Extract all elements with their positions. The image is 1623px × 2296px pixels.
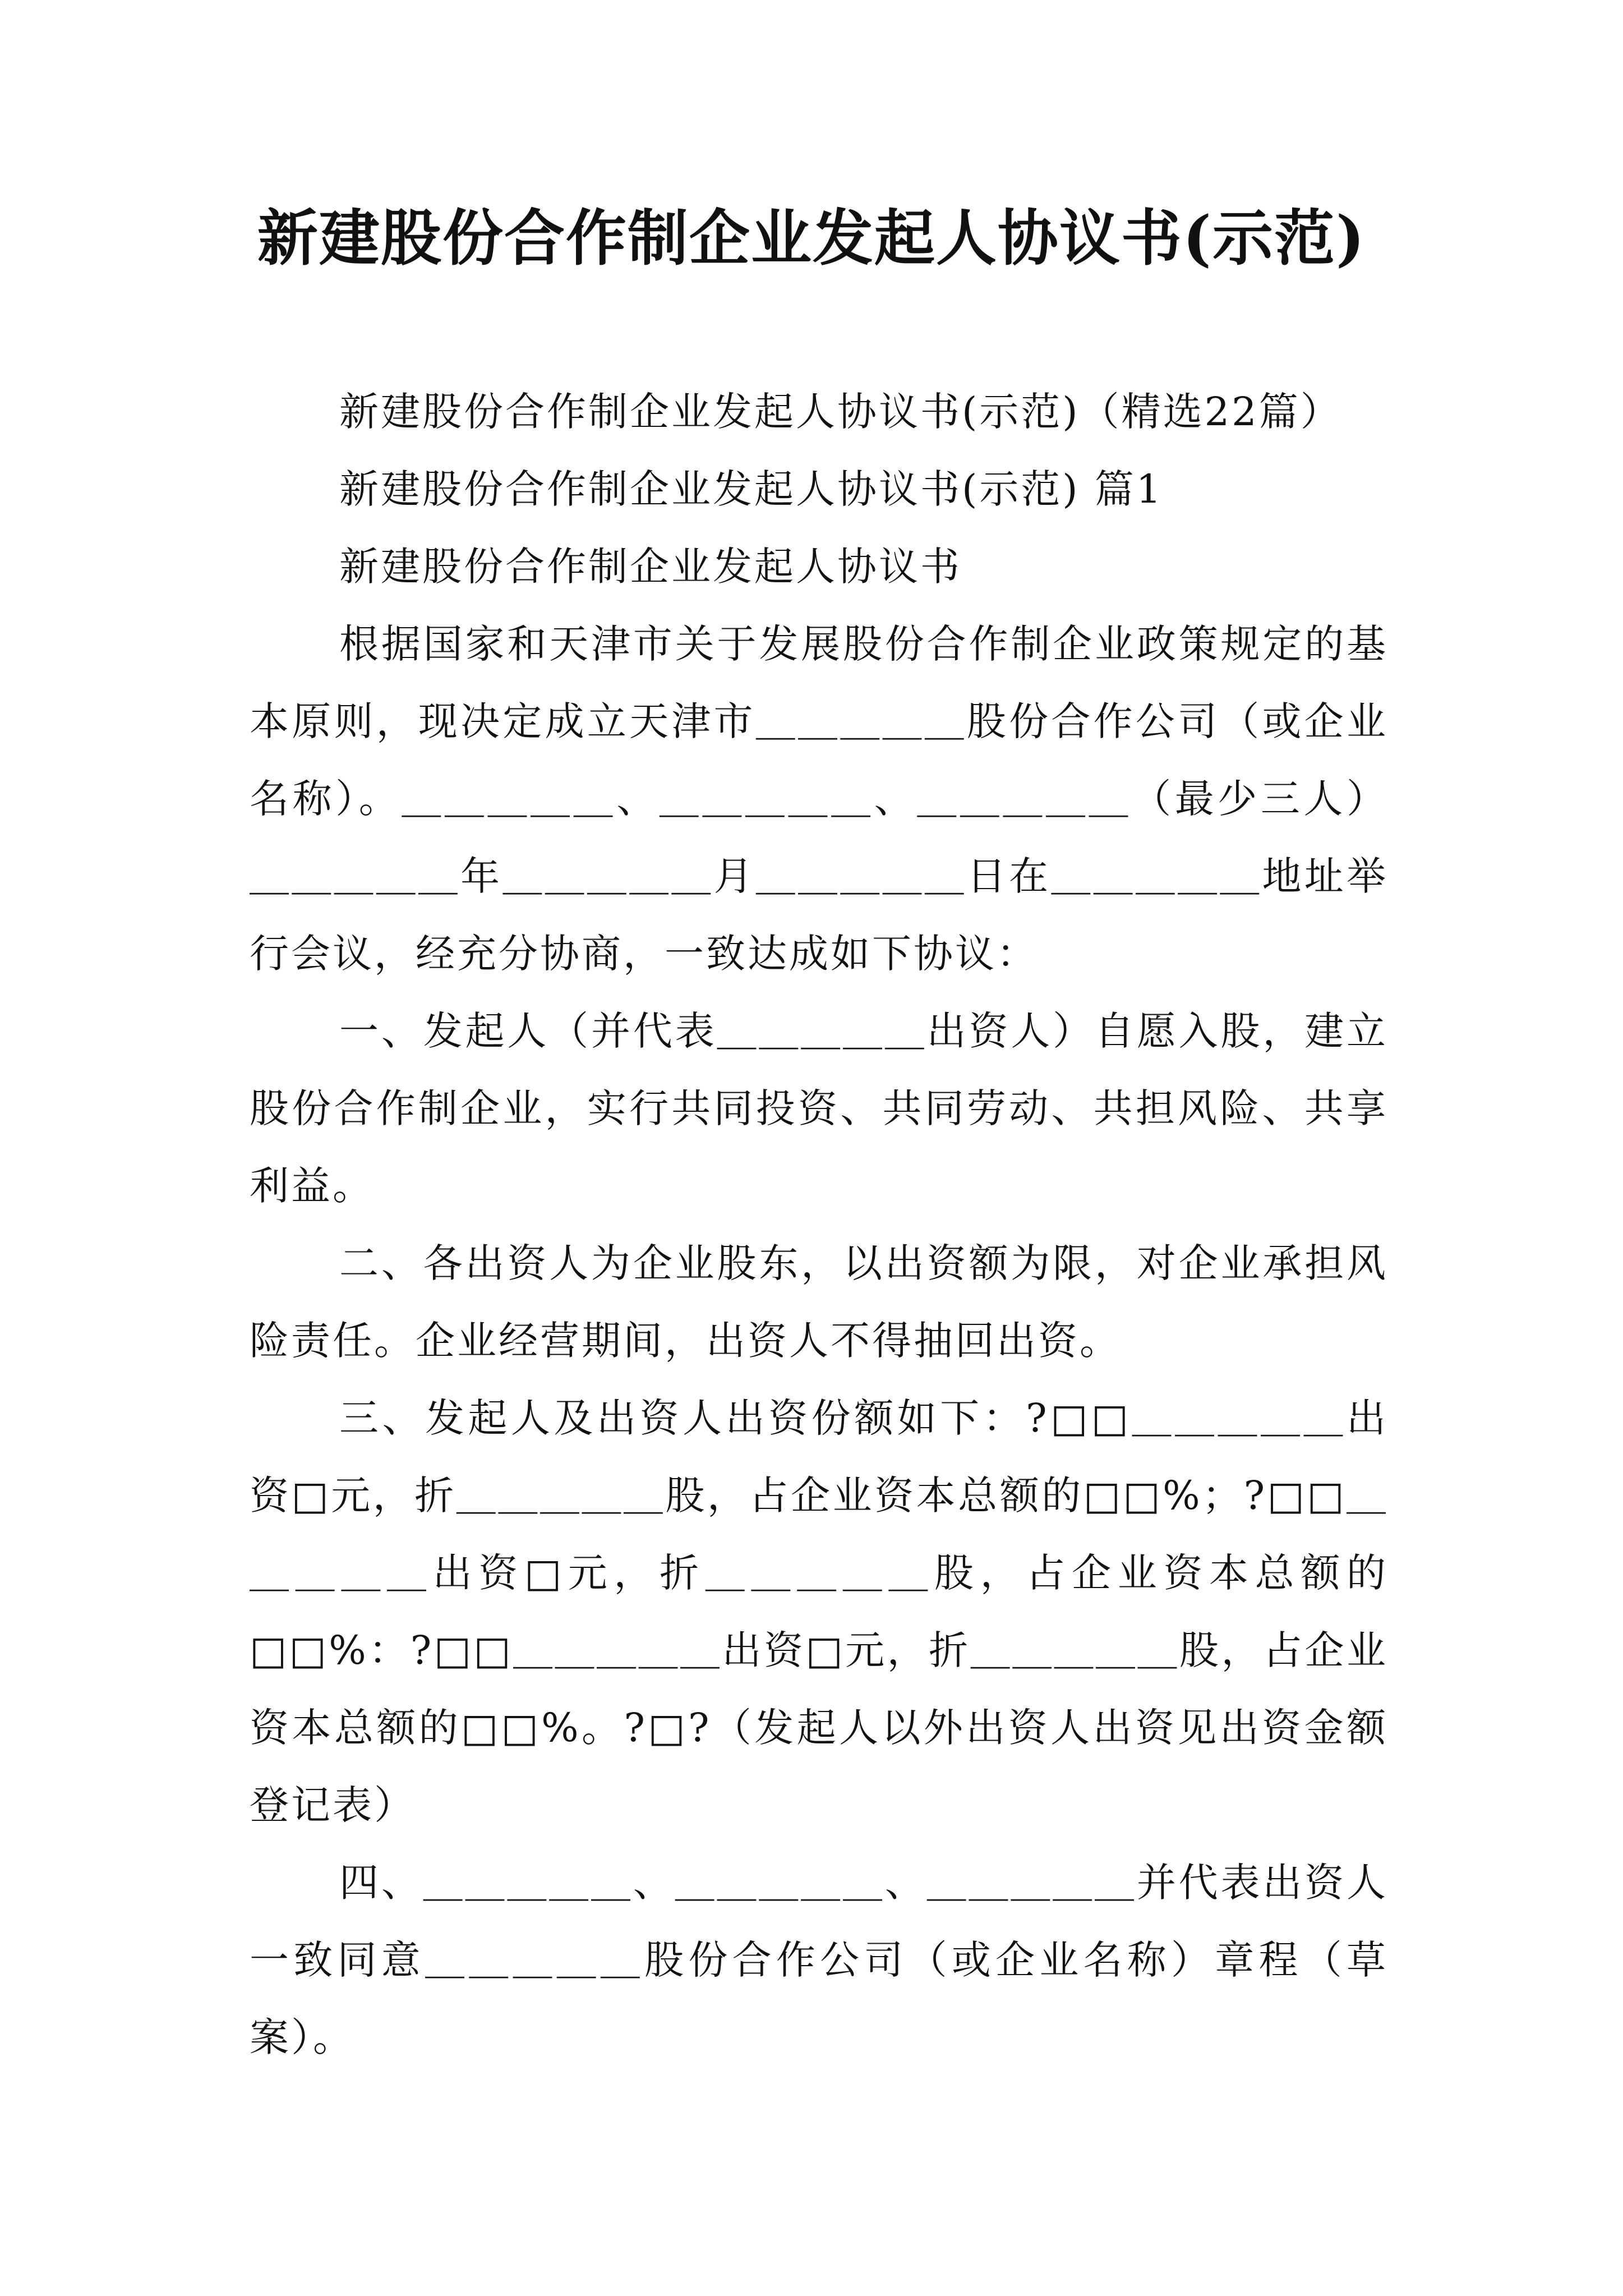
- paragraph-clause-4: 四、＿＿＿＿＿、＿＿＿＿＿、＿＿＿＿＿并代表出资人一致同意＿＿＿＿＿股份合作公司（或企业名称）章程（草案）。: [250, 1860, 1388, 2060]
- paragraph-clause-2: 二、各出资人为企业股东，以出资额为限，对企业承担风险责任。企业经营期间，出资人不得抽回出资。: [250, 1240, 1388, 1364]
- paragraph-section-heading: 新建股份合作制企业发起人协议书(示范) 篇1: [339, 466, 1164, 512]
- document-body: [250, 373, 1388, 2076]
- paragraph-preamble: 根据国家和天津市关于发展股份合作制企业政策规定的基本原则，现决定成立天津市＿＿＿＿＿股份合作公司（或企业名称）。＿＿＿＿＿、＿＿＿＿＿、＿＿＿＿＿（最少三人）＿＿＿＿＿年＿＿＿＿＿月＿＿＿＿＿日在＿＿＿＿＿地址举行会议，经充分协商，一致达成如下协议：: [250, 621, 1388, 977]
- paragraph-clause-3: 三、发起人及出资人出资份额如下：?□□＿＿＿＿＿出资□元，折＿＿＿＿＿股，占企业资本总额的□□%；?□□＿＿＿＿＿出资□元，折＿＿＿＿＿股，占企业资本总额的□□%：?□□＿＿＿＿＿出资□元，折＿＿＿＿＿股，占企业资本总额的□□%。?□?（发起人以外出资人出资见出资金额登记表）: [250, 1395, 1388, 1828]
- paragraph-clause-1: 一、发起人（并代表＿＿＿＿＿出资人）自愿入股，建立股份合作制企业，实行共同投资、共同劳动、共担风险、共享利益。: [250, 1008, 1388, 1209]
- paragraph-agreement-title: 新建股份合作制企业发起人协议书: [339, 544, 962, 590]
- paragraph-collection-heading: 新建股份合作制企业发起人协议书(示范)（精选22篇）: [339, 389, 1342, 435]
- document-title: 新建股份合作制企业发起人协议书(示范): [257, 203, 1366, 274]
